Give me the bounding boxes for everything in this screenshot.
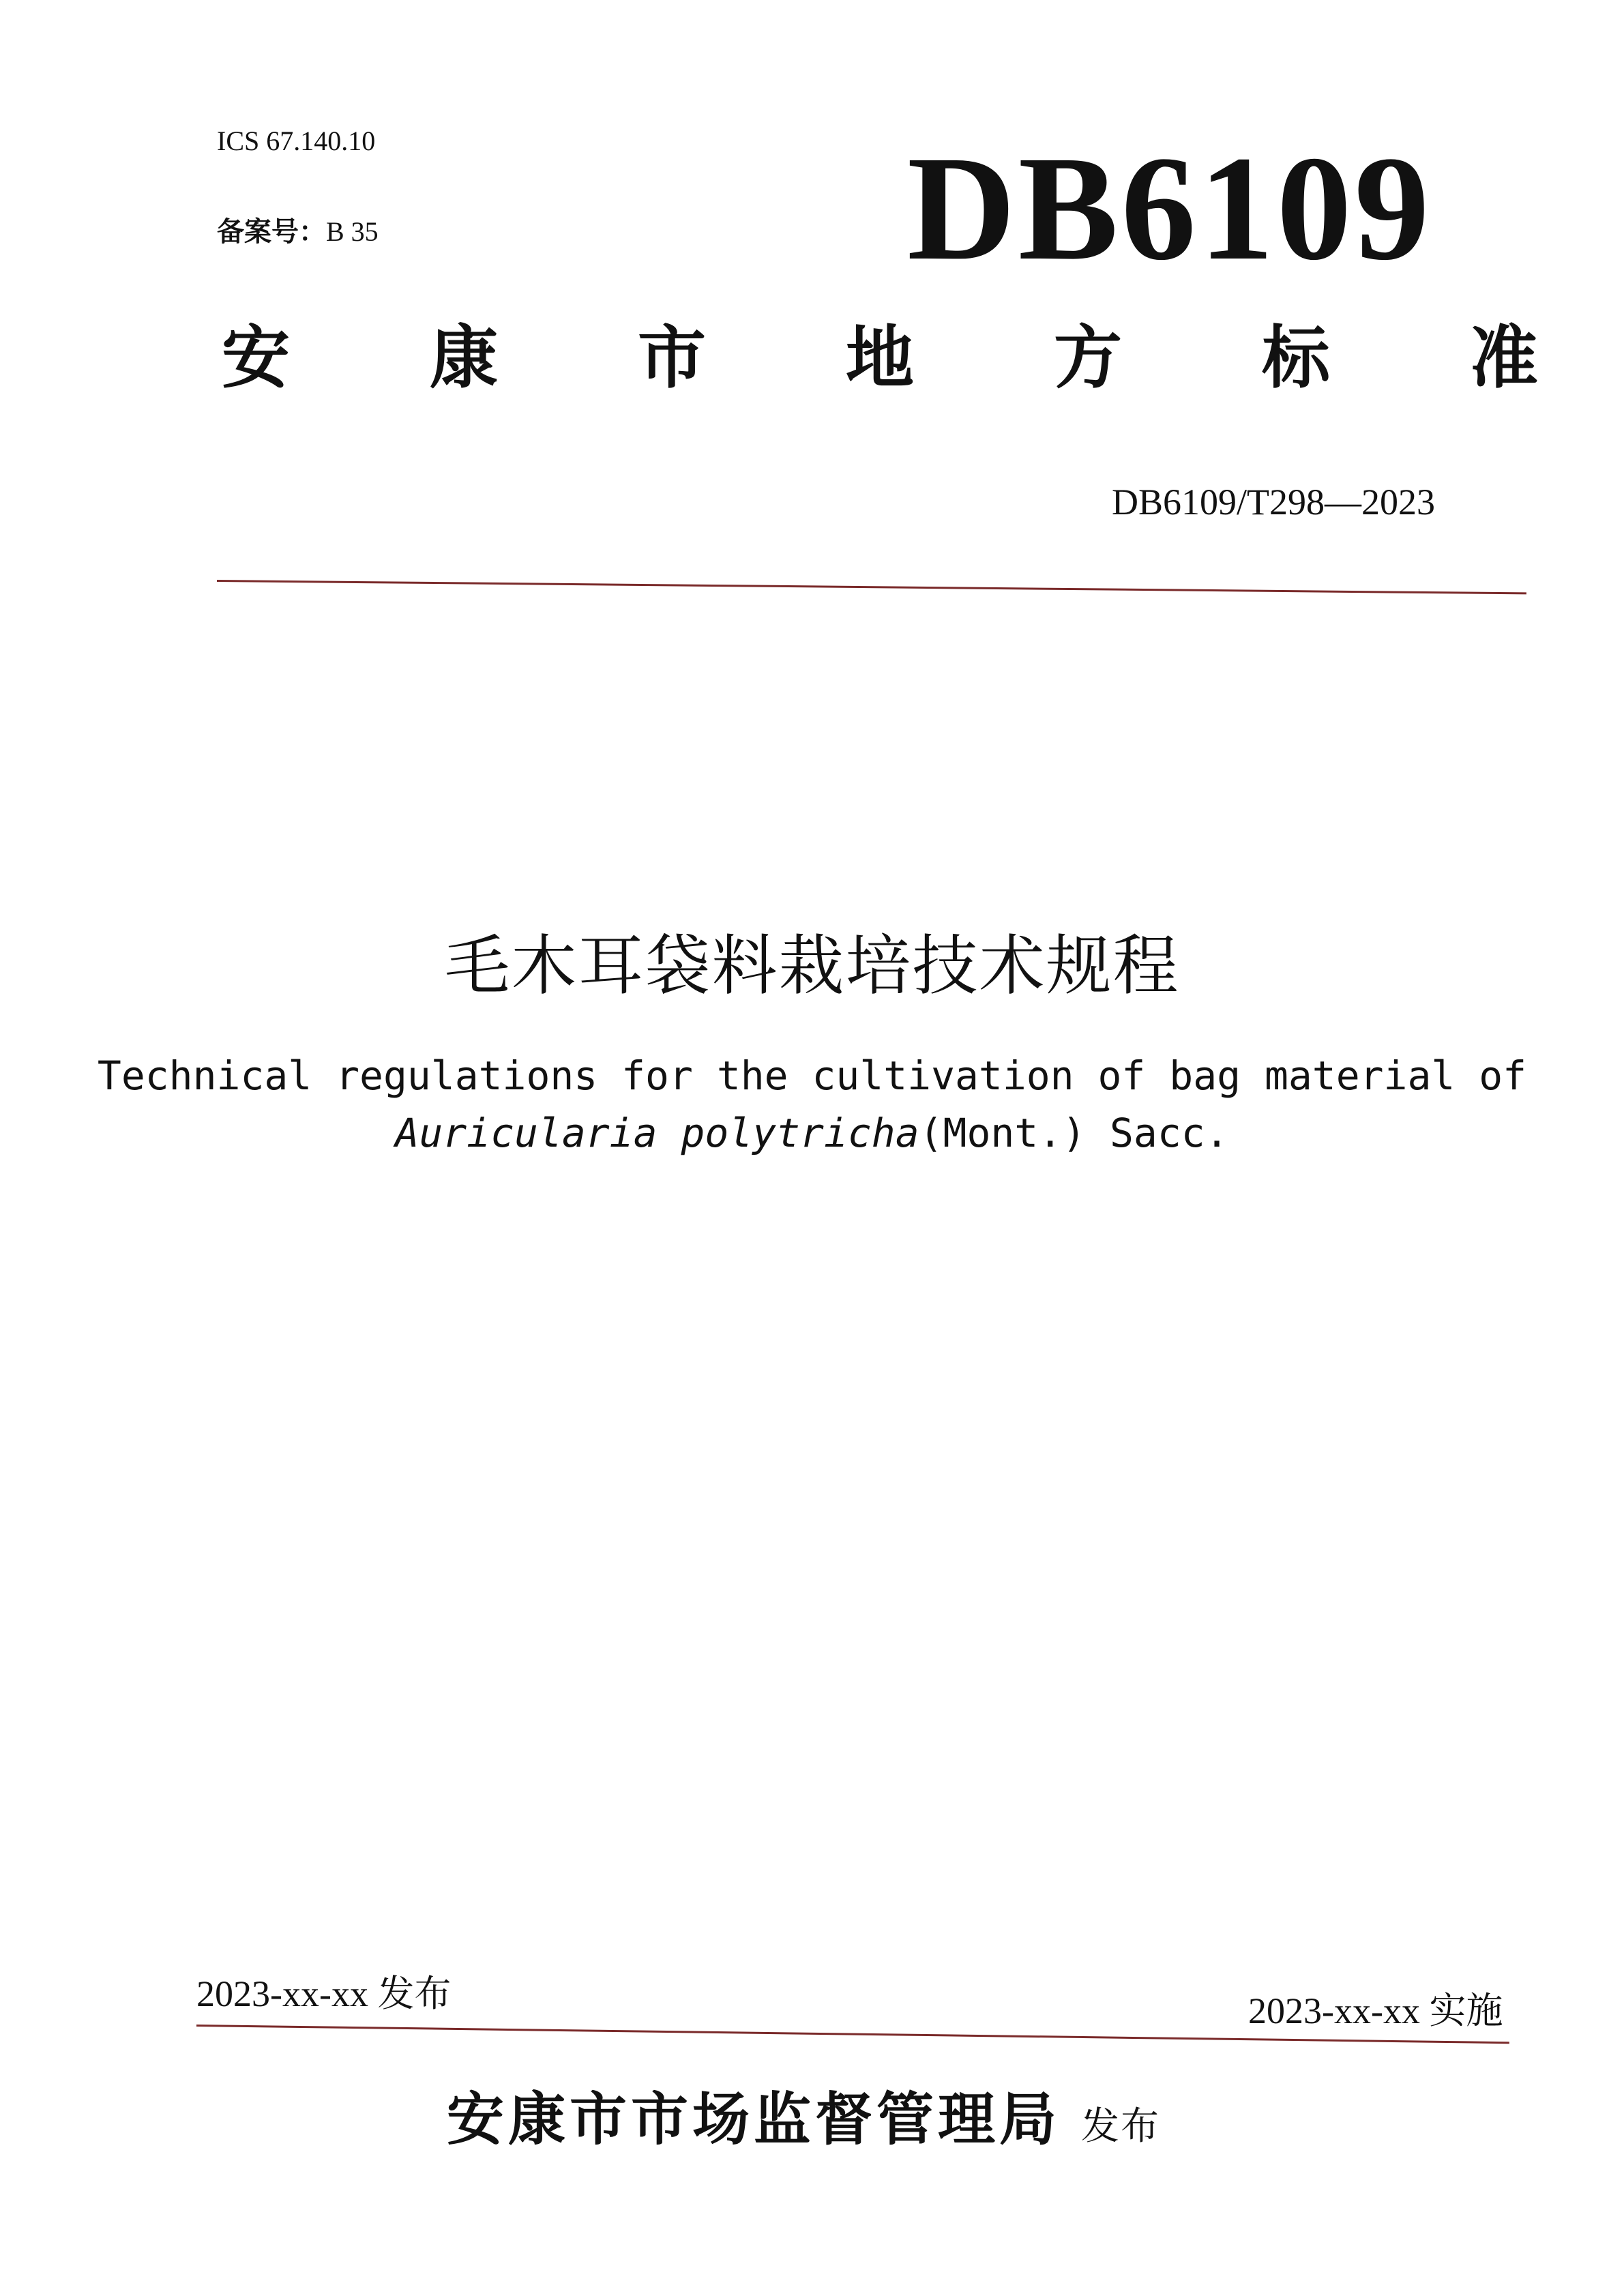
implement-date [1248, 1982, 1503, 2034]
filing-number [217, 210, 379, 249]
standard-type-heading [222, 318, 1538, 398]
implement-date-value: 2023-xx-xx [1248, 1990, 1420, 2031]
implement-date-label: 实施 [1429, 1989, 1503, 2032]
standard-number: DB6109/T298—2023 [1112, 482, 1436, 523]
issuer-name: 安康市市场监督管理局 [447, 2086, 1061, 2153]
standard-type-char: 标 [1262, 318, 1330, 398]
species-authority: (Mont.) Sacc. [919, 1110, 1229, 1157]
publish-date-value: 2023-xx-xx [196, 1973, 368, 2014]
issuer-action: 发布 [1081, 2104, 1161, 2149]
standard-type-char: 方 [1054, 318, 1122, 398]
document-title-en [0, 1047, 1624, 1162]
document-title-zh: 毛木耳袋料栽培技术规程 [444, 928, 1180, 1004]
filing-value: B 35 [326, 216, 379, 247]
standard-code-logo: DB6109 [907, 125, 1432, 291]
header-divider [217, 580, 1526, 594]
filing-label: 备案号： [217, 216, 326, 248]
issuing-authority [447, 2074, 1160, 2156]
standard-type-char: 市 [638, 318, 706, 398]
publish-date-label: 发布 [377, 1972, 452, 2015]
publish-date [196, 1964, 451, 2017]
title-en-line-1: Technical regulations for the cultivation of bag material of [97, 1053, 1527, 1099]
ics-code: ICS 67.140.10 [217, 126, 376, 156]
title-en-line-2 [0, 1104, 1624, 1162]
standard-type-char: 地 [846, 318, 914, 398]
standard-type-char: 康 [430, 318, 498, 398]
standard-type-char: 安 [222, 318, 290, 398]
standard-type-char: 准 [1470, 318, 1538, 398]
species-name: Auricularia polytricha [395, 1110, 919, 1157]
